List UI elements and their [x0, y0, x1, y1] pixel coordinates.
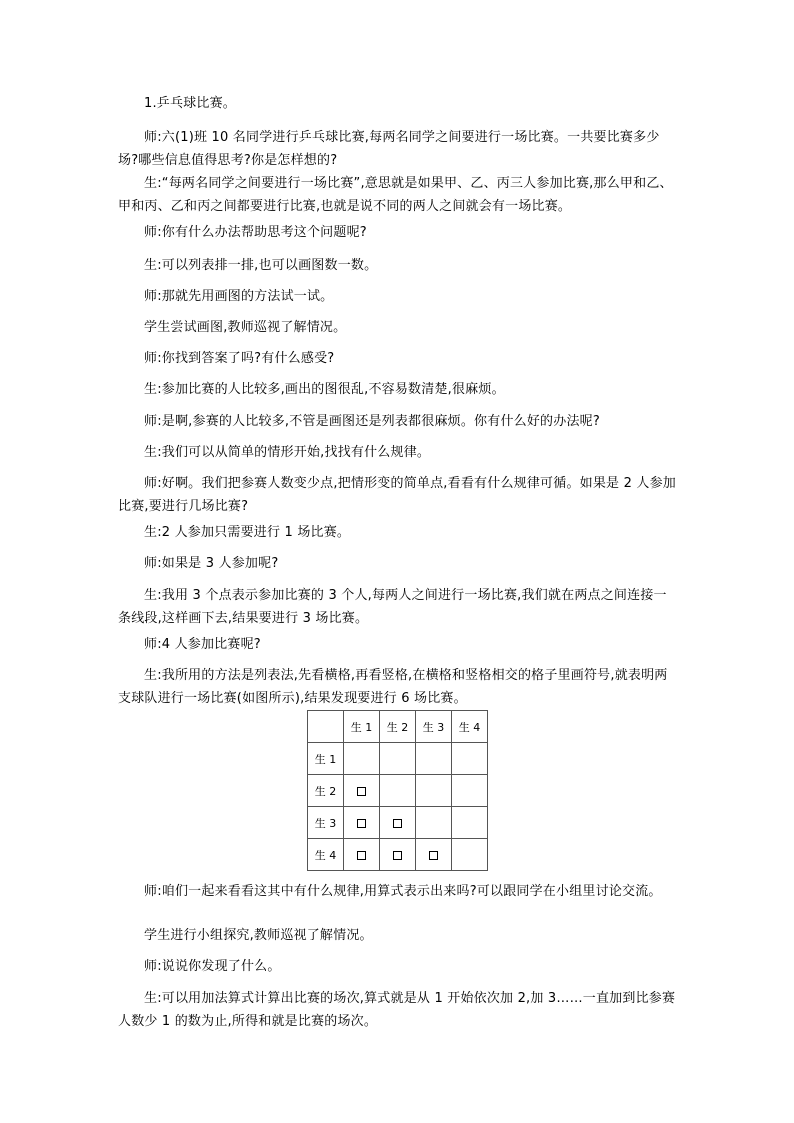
table-cell	[416, 807, 452, 839]
table-cell	[416, 743, 452, 775]
table-row	[308, 743, 488, 775]
table-row-header: 生 3	[308, 807, 344, 839]
table-cell	[380, 839, 416, 871]
table-cell	[380, 743, 416, 775]
table-col-header: 生 2	[380, 711, 416, 743]
table-cell	[344, 775, 380, 807]
table-col-header: 生 4	[452, 711, 488, 743]
match-mark-box	[393, 851, 402, 860]
table-cell	[344, 807, 380, 839]
paragraph: 学生尝试画图,教师巡视了解情况。	[144, 320, 347, 335]
paragraph: 师:说说你发现了什么。	[144, 959, 281, 974]
paragraph: 学生进行小组探究,教师巡视了解情况。	[144, 928, 373, 943]
paragraph: 生:可以用加法算式计算出比赛的场次,算式就是从 1 开始依次加 2,加 3……一直加到比参赛人数少 1 的数为止,所得和就是比赛的场次。	[118, 991, 676, 1029]
table-cell	[452, 807, 488, 839]
paragraph: 生:我所用的方法是列表法,先看横格,再看竖格,在横格和竖格相交的格子里画符号,就表明两支球队进行一场比赛(如图所示),结果发现要进行 6 场比赛。	[118, 668, 668, 706]
table-row	[308, 839, 488, 871]
paragraph: 生:参加比赛的人比较多,画出的图很乱,不容易数清楚,很麻烦。	[144, 382, 505, 397]
table-row-header: 生 2	[308, 775, 344, 807]
section-title: 1.乒乓球比赛。	[144, 96, 237, 111]
paragraph: 师:如果是 3 人参加呢?	[144, 556, 279, 571]
table-header-row	[308, 711, 488, 743]
table-cell	[416, 839, 452, 871]
table-cell	[452, 775, 488, 807]
table-cell	[380, 775, 416, 807]
table-row	[308, 807, 488, 839]
paragraph: 师:好啊。我们把参赛人数变少点,把情形变的简单点,看看有什么规律可循。如果是 2 人参加比赛,要进行几场比赛?	[118, 476, 676, 514]
table-cell	[380, 807, 416, 839]
match-mark-box	[357, 787, 366, 796]
paragraph: 师:4 人参加比赛呢?	[144, 637, 261, 652]
table-cell	[452, 743, 488, 775]
table-cell	[344, 839, 380, 871]
match-table	[307, 710, 488, 871]
paragraph: 师:是啊,参赛的人比较多,不管是画图还是列表都很麻烦。你有什么好的办法呢?	[144, 414, 600, 429]
table-row-header: 生 1	[308, 743, 344, 775]
paragraph: 生:2 人参加只需要进行 1 场比赛。	[144, 525, 351, 540]
paragraph: 师:咱们一起来看看这其中有什么规律,用算式表示出来吗?可以跟同学在小组里讨论交流。	[144, 884, 662, 899]
table-cell	[344, 743, 380, 775]
match-mark-box	[357, 851, 366, 860]
table-corner-cell	[308, 711, 344, 743]
match-mark-box	[429, 851, 438, 860]
table-col-header: 生 3	[416, 711, 452, 743]
match-mark-box	[393, 819, 402, 828]
paragraph: 生:我用 3 个点表示参加比赛的 3 个人,每两人之间进行一场比赛,我们就在两点之间连接一条线段,这样画下去,结果要进行 3 场比赛。	[118, 588, 667, 626]
table-row	[308, 775, 488, 807]
paragraph: 师:那就先用画图的方法试一试。	[144, 289, 334, 304]
match-mark-box	[357, 819, 366, 828]
paragraph: 师:你找到答案了吗?有什么感受?	[144, 351, 335, 366]
table-row-header: 生 4	[308, 839, 344, 871]
paragraph: 生:“每两名同学之间要进行一场比赛”,意思就是如果甲、乙、丙三人参加比赛,那么甲和乙、甲和丙、乙和丙之间都要进行比赛,也就是说不同的两人之间就会有一场比赛。	[118, 176, 673, 214]
table-cell	[452, 839, 488, 871]
table-col-header: 生 1	[344, 711, 380, 743]
paragraph: 生:我们可以从简单的情形开始,找找有什么规律。	[144, 445, 431, 460]
paragraph: 师:你有什么办法帮助思考这个问题呢?	[144, 225, 367, 240]
paragraph: 生:可以列表排一排,也可以画图数一数。	[144, 258, 378, 273]
table-cell	[416, 775, 452, 807]
paragraph: 师:六(1)班 10 名同学进行乒乓球比赛,每两名同学之间要进行一场比赛。一共要比赛多少场?哪些信息值得思考?你是怎样想的?	[118, 130, 660, 168]
